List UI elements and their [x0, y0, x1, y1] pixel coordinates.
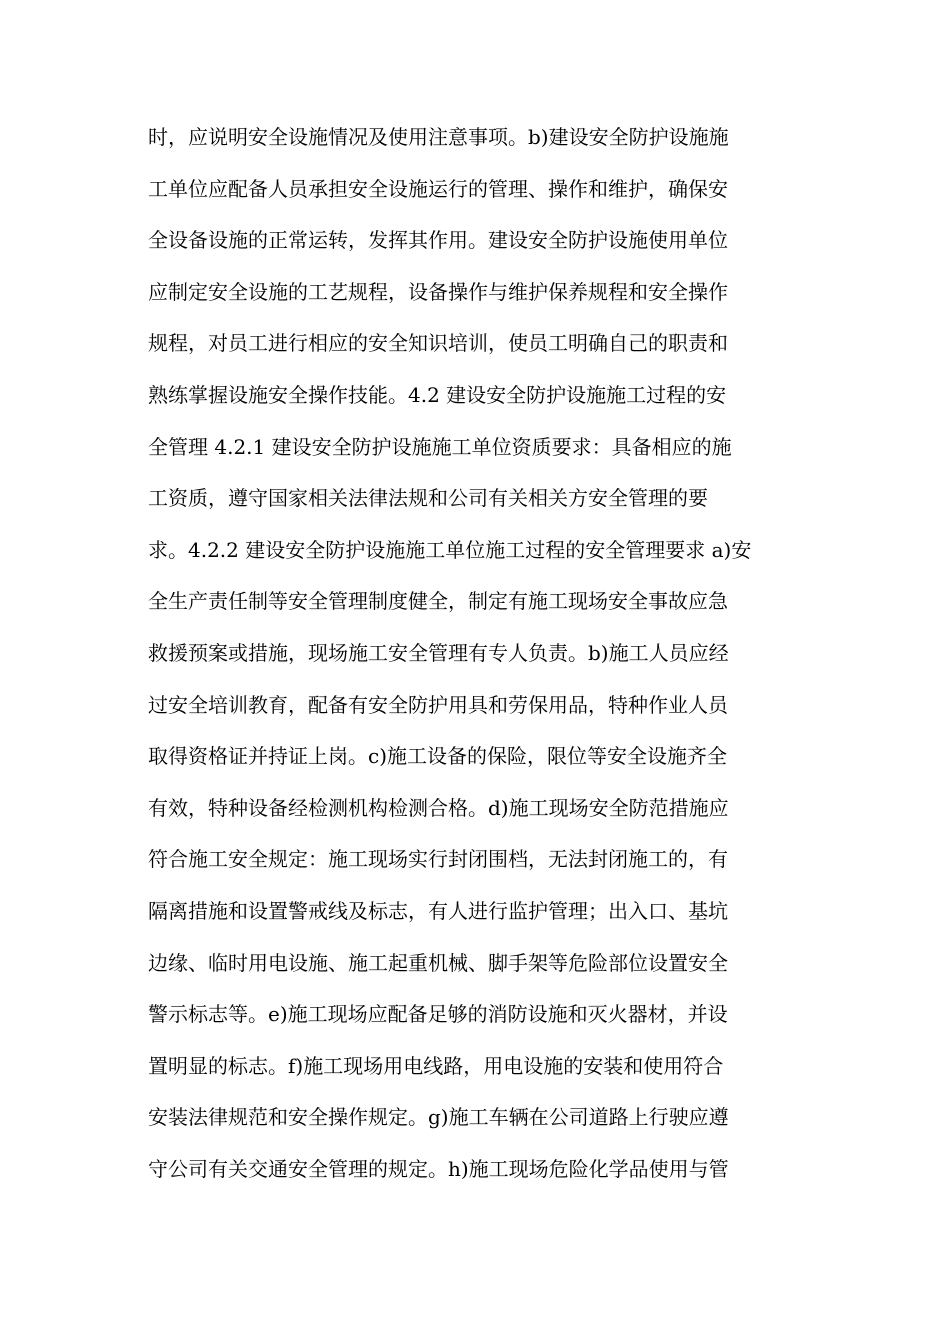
text-line: 全管理 4.2.1 建设安全防护设施施工单位资质要求：具备相应的施 [148, 434, 732, 459]
text-line: 求。4.2.2 建设安全防护设施施工单位施工过程的安全管理要求 a)安 [148, 537, 752, 562]
text-line: 工资质，遵守国家相关法律法规和公司有关相关方安全管理的要 [148, 486, 708, 511]
text-line: 救援预案或措施，现场施工安全管理有专人负责。b)施工人员应经 [148, 640, 729, 665]
text-line: 过安全培训教育，配备有安全防护用具和劳保用品，特种作业人员 [148, 692, 728, 717]
text-line: 全生产责任制等安全管理制度健全，制定有施工现场安全事故应急 [148, 589, 728, 614]
text-line: 应制定安全设施的工艺规程，设备操作与维护保养规程和安全操作 [148, 279, 728, 304]
text-line: 时，应说明安全设施情况及使用注意事项。b)建设安全防护设施施 [148, 125, 729, 149]
text-line: 全设备设施的正常运转，发挥其作用。建设安全防护设施使用单位 [148, 228, 728, 253]
body-text [148, 112, 808, 1195]
text-line: 符合施工安全规定：施工现场实行封闭围档，无法封闭施工的，有 [148, 847, 728, 872]
text-line: 隔离措施和设置警戒线及标志，有人进行监护管理；出入口、基坑 [148, 898, 728, 923]
text-line: 安装法律规范和安全操作规定。g)施工车辆在公司道路上行驶应遵 [148, 1105, 729, 1130]
text-line: 取得资格证并持证上岗。c)施工设备的保险，限位等安全设施齐全 [148, 744, 728, 769]
text-line: 熟练掌握设施安全操作技能。4.2 建设安全防护设施施工过程的安 [148, 382, 727, 407]
text-line: 置明显的标志。f)施工现场用电线路，用电设施的安装和使用符合 [148, 1053, 724, 1078]
text-line: 边缘、临时用电设施、施工起重机械、脚手架等危险部位设置安全 [148, 950, 728, 975]
text-line: 工单位应配备人员承担安全设施运行的管理、操作和维护，确保安 [148, 176, 728, 201]
text-line: 有效，特种设备经检测机构检测合格。d)施工现场安全防范措施应 [148, 795, 729, 820]
text-line: 规程，对员工进行相应的安全知识培训，使员工明确自己的职责和 [148, 331, 728, 356]
text-line: 警示标志等。e)施工现场应配备足够的消防设施和灭火器材，并设 [148, 1002, 728, 1027]
text-line: 守公司有关交通安全管理的规定。h)施工现场危险化学品使用与管 [148, 1156, 729, 1181]
